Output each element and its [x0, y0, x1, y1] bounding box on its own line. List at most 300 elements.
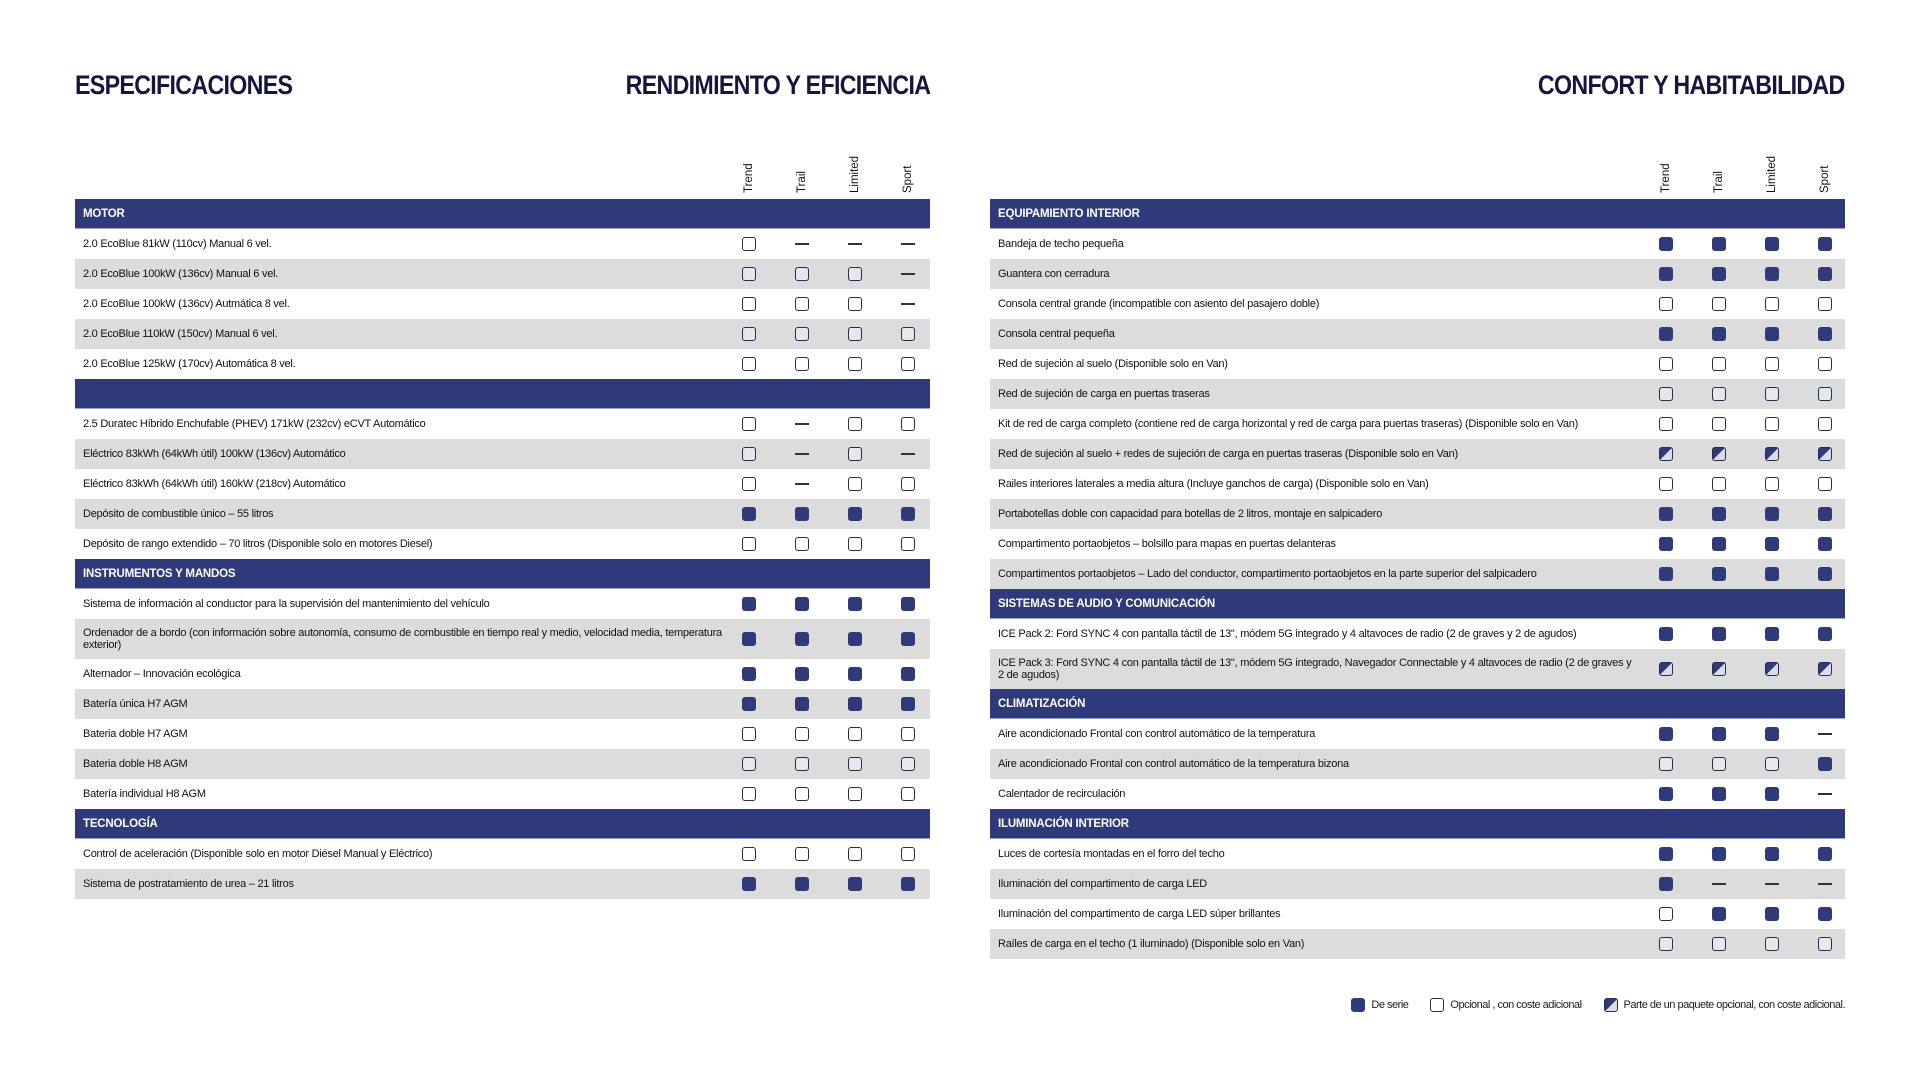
- standard-filled-square-icon: [1712, 507, 1726, 521]
- package-half-filled-square-icon: [1712, 447, 1726, 461]
- availability-cell-sport: [1818, 237, 1832, 251]
- not-available-dash-icon: [901, 303, 915, 305]
- optional-empty-square-icon: [848, 357, 862, 371]
- availability-cell-trend: [742, 507, 756, 521]
- not-available-dash-icon: [901, 453, 915, 455]
- standard-filled-square-icon: [1765, 727, 1779, 741]
- availability-cell-limited: [1765, 417, 1779, 431]
- column-header-trend: [739, 133, 759, 193]
- table-row: [75, 749, 930, 779]
- standard-filled-square-icon: [1659, 327, 1673, 341]
- availability-cell-trail: [795, 632, 809, 646]
- not-available-dash-icon: [1818, 793, 1832, 795]
- table-row: [990, 779, 1845, 809]
- availability-cell-trend: [1659, 447, 1673, 461]
- package-half-filled-square-icon: [1765, 662, 1779, 676]
- standard-filled-square-icon: [901, 507, 915, 521]
- availability-cell-sport: [901, 727, 915, 741]
- availability-cell-limited: [848, 477, 862, 491]
- availability-cell-limited: [1765, 477, 1779, 491]
- standard-filled-square-icon: [848, 877, 862, 891]
- column-header-trend: [1656, 133, 1676, 193]
- not-available-dash-icon: [795, 423, 809, 425]
- availability-cell-trend: [742, 597, 756, 611]
- availability-cell-trend: [1659, 357, 1673, 371]
- availability-cell-sport: [901, 477, 915, 491]
- table-row: [75, 319, 930, 349]
- availability-cell-sport: [1818, 877, 1832, 891]
- optional-empty-square-icon: [795, 267, 809, 281]
- table-row: [990, 349, 1845, 379]
- optional-empty-square-icon: [1712, 937, 1726, 951]
- table-row: [75, 779, 930, 809]
- table-row: [75, 229, 930, 259]
- row-label: Depósito de combustible único – 55 litros: [83, 508, 274, 520]
- table-row: [990, 319, 1845, 349]
- availability-cell-sport: [1818, 847, 1832, 861]
- table-row: [75, 349, 930, 379]
- optional-empty-square-icon: [848, 477, 862, 491]
- availability-cell-trend: [1659, 567, 1673, 581]
- standard-filled-square-icon: [1818, 907, 1832, 921]
- availability-cell-trail: [1712, 327, 1726, 341]
- availability-cell-trail: [795, 667, 809, 681]
- column-header-sport: [898, 133, 918, 193]
- availability-cell-limited: [848, 757, 862, 771]
- row-label: ICE Pack 3: Ford SYNC 4 con pantalla táctil de 13", módem 5G integrado, Navegador Connectable y 4 altavoces de radio (2 de graves y 2 de agudos): [998, 657, 1632, 681]
- row-label: Kit de red de carga completo (contiene red de carga horizontal y red de carga para puertas traseras) (Disponible solo en Van): [998, 418, 1578, 430]
- standard-filled-square-icon: [1712, 567, 1726, 581]
- availability-cell-trail: [1712, 297, 1726, 311]
- table-row: [990, 529, 1845, 559]
- specs-table-right: [990, 130, 1845, 959]
- row-label: Calentador de recirculación: [998, 788, 1126, 800]
- availability-cell-sport: [1818, 417, 1832, 431]
- standard-filled-square-icon: [1712, 727, 1726, 741]
- row-label: Red de sujeción al suelo (Disponible solo en Van): [998, 358, 1228, 370]
- availability-cell-trail: [1712, 907, 1726, 921]
- availability-cell-limited: [848, 237, 862, 251]
- availability-cell-trail: [795, 757, 809, 771]
- section-header: TECNOLOGÍA: [75, 809, 930, 839]
- table-row: [990, 469, 1845, 499]
- column-header-trail: [1709, 133, 1729, 193]
- availability-cell-limited: [848, 357, 862, 371]
- optional-empty-square-icon: [848, 847, 862, 861]
- column-header-sport: [1815, 133, 1835, 193]
- availability-cell-trail: [795, 327, 809, 341]
- availability-cell-sport: [901, 667, 915, 681]
- availability-cell-trend: [742, 787, 756, 801]
- optional-empty-square-icon: [1765, 357, 1779, 371]
- standard-filled-square-icon: [1712, 327, 1726, 341]
- row-label: Raíles de carga en el techo (1 iluminado) (Disponible solo en Van): [998, 938, 1305, 950]
- availability-cell-trail: [1712, 507, 1726, 521]
- optional-empty-square-icon: [795, 787, 809, 801]
- availability-cell-limited: [848, 507, 862, 521]
- optional-empty-square-icon: [1712, 477, 1726, 491]
- availability-cell-trend: [742, 447, 756, 461]
- standard-filled-square-icon: [1712, 267, 1726, 281]
- row-label: Bandeja de techo pequeña: [998, 238, 1124, 250]
- availability-cell-limited: [1765, 847, 1779, 861]
- column-label: Trend: [1660, 163, 1672, 193]
- section-header: SISTEMAS DE AUDIO Y COMUNICACIÓN: [990, 589, 1845, 619]
- availability-cell-trail: [1712, 537, 1726, 551]
- availability-cell-limited: [1765, 627, 1779, 641]
- availability-cell-trend: [1659, 297, 1673, 311]
- optional-empty-square-icon: [1659, 387, 1673, 401]
- availability-cell-trend: [1659, 477, 1673, 491]
- row-label: Consola central pequeña: [998, 328, 1115, 340]
- package-half-filled-square-icon: [1659, 662, 1673, 676]
- table-row: [75, 689, 930, 719]
- standard-filled-square-icon: [848, 632, 862, 646]
- table-row: [75, 469, 930, 499]
- optional-empty-square-icon: [848, 537, 862, 551]
- availability-cell-trend: [742, 537, 756, 551]
- package-half-filled-square-icon: [1765, 447, 1779, 461]
- row-label: Railes interiores laterales a media altura (Incluye ganchos de carga) (Disponible solo en Van): [998, 478, 1429, 490]
- row-label: Aire acondicionado Frontal con control automático de la temperatura bizona: [998, 758, 1349, 770]
- row-label: Iluminación del compartimento de carga LED: [998, 878, 1208, 890]
- column-label: Limited: [849, 155, 861, 193]
- not-available-dash-icon: [1765, 883, 1779, 885]
- optional-empty-square-icon: [901, 727, 915, 741]
- availability-cell-limited: [1765, 757, 1779, 771]
- column-label: Sport: [902, 165, 914, 193]
- availability-cell-trail: [795, 237, 809, 251]
- table-row: [990, 719, 1845, 749]
- standard-filled-square-icon: [1659, 727, 1673, 741]
- optional-empty-square-icon: [795, 757, 809, 771]
- table-row: [990, 499, 1845, 529]
- availability-cell-trail: [1712, 937, 1726, 951]
- availability-cell-trend: [742, 297, 756, 311]
- availability-cell-trend: [742, 357, 756, 371]
- column-label: Limited: [1766, 155, 1778, 193]
- standard-filled-square-icon: [795, 632, 809, 646]
- optional-empty-square-icon: [742, 267, 756, 281]
- optional-empty-square-icon: [1659, 907, 1673, 921]
- optional-empty-square-icon: [1712, 357, 1726, 371]
- availability-cell-limited: [1765, 447, 1779, 461]
- standard-filled-square-icon: [795, 697, 809, 711]
- availability-cell-limited: [1765, 387, 1779, 401]
- availability-cell-limited: [1765, 357, 1779, 371]
- standard-filled-square-icon: [1659, 567, 1673, 581]
- availability-cell-trend: [1659, 907, 1673, 921]
- availability-cell-sport: [901, 297, 915, 311]
- row-label: Sistema de información al conductor para la supervisión del mantenimiento del vehículo: [83, 598, 490, 610]
- table-row: [990, 259, 1845, 289]
- availability-cell-trend: [742, 237, 756, 251]
- row-label: Bateria doble H8 AGM: [83, 758, 188, 770]
- availability-cell-trend: [1659, 727, 1673, 741]
- availability-cell-trail: [1712, 237, 1726, 251]
- standard-filled-square-icon: [1712, 237, 1726, 251]
- standard-filled-square-icon: [742, 697, 756, 711]
- standard-filled-square-icon: [742, 632, 756, 646]
- section-header: ILUMINACIÓN INTERIOR: [990, 809, 1845, 839]
- standard-filled-square-icon: [1765, 507, 1779, 521]
- optional-empty-square-icon: [1659, 357, 1673, 371]
- optional-empty-square-icon: [1818, 477, 1832, 491]
- availability-cell-sport: [1818, 267, 1832, 281]
- availability-cell-sport: [901, 327, 915, 341]
- table-row: [990, 869, 1845, 899]
- availability-cell-limited: [848, 447, 862, 461]
- standard-filled-square-icon: [1712, 907, 1726, 921]
- availability-cell-sport: [1818, 387, 1832, 401]
- standard-filled-square-icon: [1765, 787, 1779, 801]
- availability-cell-sport: [1818, 447, 1832, 461]
- optional-empty-square-icon: [901, 477, 915, 491]
- availability-cell-trend: [742, 667, 756, 681]
- standard-filled-square-icon: [742, 507, 756, 521]
- row-label: Portabotellas doble con capacidad para botellas de 2 litros, montaje en salpicadero: [998, 508, 1383, 520]
- availability-cell-trail: [795, 267, 809, 281]
- row-label: Guantera con cerradura: [998, 268, 1110, 280]
- availability-cell-limited: [848, 877, 862, 891]
- availability-cell-trail: [1712, 387, 1726, 401]
- availability-cell-trend: [742, 327, 756, 341]
- standard-filled-square-icon: [742, 667, 756, 681]
- optional-empty-square-icon: [742, 447, 756, 461]
- optional-empty-square-icon: [901, 357, 915, 371]
- availability-cell-sport: [1818, 477, 1832, 491]
- availability-cell-sport: [901, 632, 915, 646]
- row-label: Batería única H7 AGM: [83, 698, 188, 710]
- optional-empty-square-icon: [1765, 477, 1779, 491]
- standard-filled-square-icon: [795, 667, 809, 681]
- optional-empty-square-icon: [1659, 417, 1673, 431]
- table-row: [990, 899, 1845, 929]
- availability-cell-limited: [848, 697, 862, 711]
- standard-filled-square-icon: [848, 697, 862, 711]
- standard-filled-square-icon: [1765, 847, 1779, 861]
- column-headers: [990, 130, 1845, 199]
- legend-label: Parte de un paquete opcional, con coste adicional.: [1623, 999, 1845, 1011]
- optional-empty-square-icon: [901, 417, 915, 431]
- availability-cell-trend: [1659, 757, 1673, 771]
- standard-filled-square-icon: [1765, 237, 1779, 251]
- column-header-limited: [845, 133, 865, 193]
- optional-empty-square-icon: [795, 847, 809, 861]
- availability-cell-limited: [1765, 787, 1779, 801]
- row-label: Ordenador de a bordo (con información sobre autonomía, consumo de combustible en tiempo real y medio, velocidad media, temperatura exterior): [83, 627, 722, 651]
- standard-filled-square-icon: [1818, 567, 1832, 581]
- standard-filled-square-icon: [1659, 507, 1673, 521]
- column-header-trail: [792, 133, 812, 193]
- availability-cell-trend: [1659, 627, 1673, 641]
- availability-cell-limited: [1765, 297, 1779, 311]
- availability-cell-trend: [742, 877, 756, 891]
- row-label: Red de sujeción de carga en puertas traseras: [998, 388, 1210, 400]
- optional-empty-square-icon: [1818, 417, 1832, 431]
- table-body: [75, 199, 930, 899]
- row-label: 2.0 EcoBlue 81kW (110cv) Manual 6 vel.: [83, 238, 272, 250]
- availability-cell-trail: [795, 787, 809, 801]
- standard-filled-square-icon: [1818, 507, 1832, 521]
- column-label: Trail: [796, 171, 808, 193]
- availability-cell-trail: [1712, 727, 1726, 741]
- legend-label: Opcional , con coste adicional: [1450, 999, 1582, 1011]
- optional-empty-square-icon: [848, 787, 862, 801]
- row-label: Consola central grande (incompatible con asiento del pasajero doble): [998, 298, 1320, 310]
- legend-item-optional: [1430, 998, 1581, 1012]
- row-label: 2.0 EcoBlue 100kW (136cv) Autmática 8 vel.: [83, 298, 290, 310]
- package-half-filled-square-icon: [1818, 447, 1832, 461]
- optional-empty-square-icon: [848, 757, 862, 771]
- availability-cell-limited: [1765, 507, 1779, 521]
- availability-cell-limited: [848, 327, 862, 341]
- availability-cell-trail: [1712, 477, 1726, 491]
- standard-filled-square-icon: [901, 632, 915, 646]
- availability-cell-limited: [1765, 907, 1779, 921]
- optional-empty-square-icon: [1818, 387, 1832, 401]
- optional-empty-square-icon: [742, 237, 756, 251]
- standard-filled-square-icon: [1659, 537, 1673, 551]
- standard-filled-square-icon: [795, 597, 809, 611]
- optional-empty-square-icon: [1765, 937, 1779, 951]
- availability-cell-limited: [848, 417, 862, 431]
- row-label: Luces de cortesía montadas en el forro del techo: [998, 848, 1225, 860]
- standard-filled-square-icon: [848, 667, 862, 681]
- standard-filled-square-icon: [1765, 567, 1779, 581]
- availability-cell-trail: [1712, 627, 1726, 641]
- optional-empty-square-icon: [795, 727, 809, 741]
- standard-filled-square-icon: [1659, 627, 1673, 641]
- standard-filled-square-icon: [1765, 627, 1779, 641]
- optional-empty-square-icon: [848, 727, 862, 741]
- standard-filled-square-icon: [795, 877, 809, 891]
- availability-cell-trail: [1712, 847, 1726, 861]
- availability-cell-trail: [1712, 357, 1726, 371]
- optional-empty-square-icon: [1818, 937, 1832, 951]
- availability-cell-sport: [1818, 357, 1832, 371]
- availability-cell-trail: [1712, 447, 1726, 461]
- availability-cell-limited: [1765, 537, 1779, 551]
- optional-empty-square-icon: [901, 847, 915, 861]
- availability-cell-sport: [901, 877, 915, 891]
- availability-cell-limited: [1765, 267, 1779, 281]
- standard-filled-square-icon: [901, 697, 915, 711]
- table-row: [990, 379, 1845, 409]
- standard-filled-square-icon: [742, 877, 756, 891]
- row-label: Compartimento portaobjetos – bolsillo para mapas en puertas delanteras: [998, 538, 1336, 550]
- optional-empty-square-icon: [1765, 297, 1779, 311]
- availability-cell-limited: [848, 847, 862, 861]
- standard-filled-square-icon: [1765, 907, 1779, 921]
- availability-cell-trail: [795, 877, 809, 891]
- not-available-dash-icon: [848, 243, 862, 245]
- optional-empty-square-icon: [1765, 417, 1779, 431]
- standard-filled-square-icon: [1351, 998, 1365, 1012]
- standard-filled-square-icon: [1765, 537, 1779, 551]
- table-row: [75, 589, 930, 619]
- optional-empty-square-icon: [848, 417, 862, 431]
- availability-cell-trend: [1659, 507, 1673, 521]
- optional-empty-square-icon: [1818, 357, 1832, 371]
- table-row: [990, 289, 1845, 319]
- availability-cell-trail: [1712, 877, 1726, 891]
- page-title-confort: CONFORT Y HABITABILIDAD: [1538, 70, 1845, 100]
- availability-cell-trail: [795, 447, 809, 461]
- availability-cell-trail: [1712, 662, 1726, 676]
- column-label: Sport: [1819, 165, 1831, 193]
- standard-filled-square-icon: [1818, 757, 1832, 771]
- package-half-filled-square-icon: [1712, 662, 1726, 676]
- optional-empty-square-icon: [1659, 757, 1673, 771]
- standard-filled-square-icon: [1659, 267, 1673, 281]
- table-row: [990, 749, 1845, 779]
- availability-cell-trail: [795, 727, 809, 741]
- table-row: [990, 229, 1845, 259]
- availability-cell-trend: [1659, 662, 1673, 676]
- optional-empty-square-icon: [795, 327, 809, 341]
- table-row: [75, 289, 930, 319]
- availability-cell-sport: [1818, 787, 1832, 801]
- optional-empty-square-icon: [901, 787, 915, 801]
- optional-empty-square-icon: [1712, 297, 1726, 311]
- optional-empty-square-icon: [742, 297, 756, 311]
- row-label: 2.5 Duratec Híbrido Enchufable (PHEV) 171kW (232cv) eCVT Automático: [83, 418, 426, 430]
- table-row: [990, 409, 1845, 439]
- availability-cell-sport: [901, 357, 915, 371]
- optional-empty-square-icon: [1659, 297, 1673, 311]
- standard-filled-square-icon: [1818, 627, 1832, 641]
- table-row: [75, 719, 930, 749]
- optional-empty-square-icon: [848, 297, 862, 311]
- table-row: [75, 499, 930, 529]
- section-header: INSTRUMENTOS Y MANDOS: [75, 559, 930, 589]
- availability-cell-limited: [1765, 237, 1779, 251]
- availability-cell-sport: [901, 237, 915, 251]
- availability-cell-limited: [1765, 937, 1779, 951]
- optional-empty-square-icon: [901, 757, 915, 771]
- availability-cell-trail: [1712, 417, 1726, 431]
- availability-cell-limited: [848, 632, 862, 646]
- availability-cell-trend: [1659, 387, 1673, 401]
- column-header-limited: [1762, 133, 1782, 193]
- table-row: [990, 929, 1845, 959]
- availability-cell-limited: [848, 537, 862, 551]
- legend: [1329, 998, 1845, 1012]
- optional-empty-square-icon: [742, 847, 756, 861]
- row-label: Control de aceleración (Disponible solo en motor Diésel Manual y Eléctrico): [83, 848, 433, 860]
- specs-table-left: [75, 130, 930, 899]
- not-available-dash-icon: [901, 273, 915, 275]
- standard-filled-square-icon: [1818, 537, 1832, 551]
- availability-cell-trail: [795, 597, 809, 611]
- availability-cell-sport: [901, 787, 915, 801]
- not-available-dash-icon: [901, 243, 915, 245]
- availability-cell-sport: [1818, 627, 1832, 641]
- optional-empty-square-icon: [1818, 297, 1832, 311]
- standard-filled-square-icon: [1712, 787, 1726, 801]
- legend-label: De serie: [1371, 999, 1409, 1011]
- availability-cell-trend: [742, 847, 756, 861]
- section-header: MOTOR: [75, 199, 930, 229]
- availability-cell-trail: [1712, 787, 1726, 801]
- standard-filled-square-icon: [1818, 327, 1832, 341]
- standard-filled-square-icon: [1712, 627, 1726, 641]
- optional-empty-square-icon: [795, 357, 809, 371]
- optional-empty-square-icon: [1712, 757, 1726, 771]
- availability-cell-trend: [1659, 937, 1673, 951]
- availability-cell-trail: [795, 507, 809, 521]
